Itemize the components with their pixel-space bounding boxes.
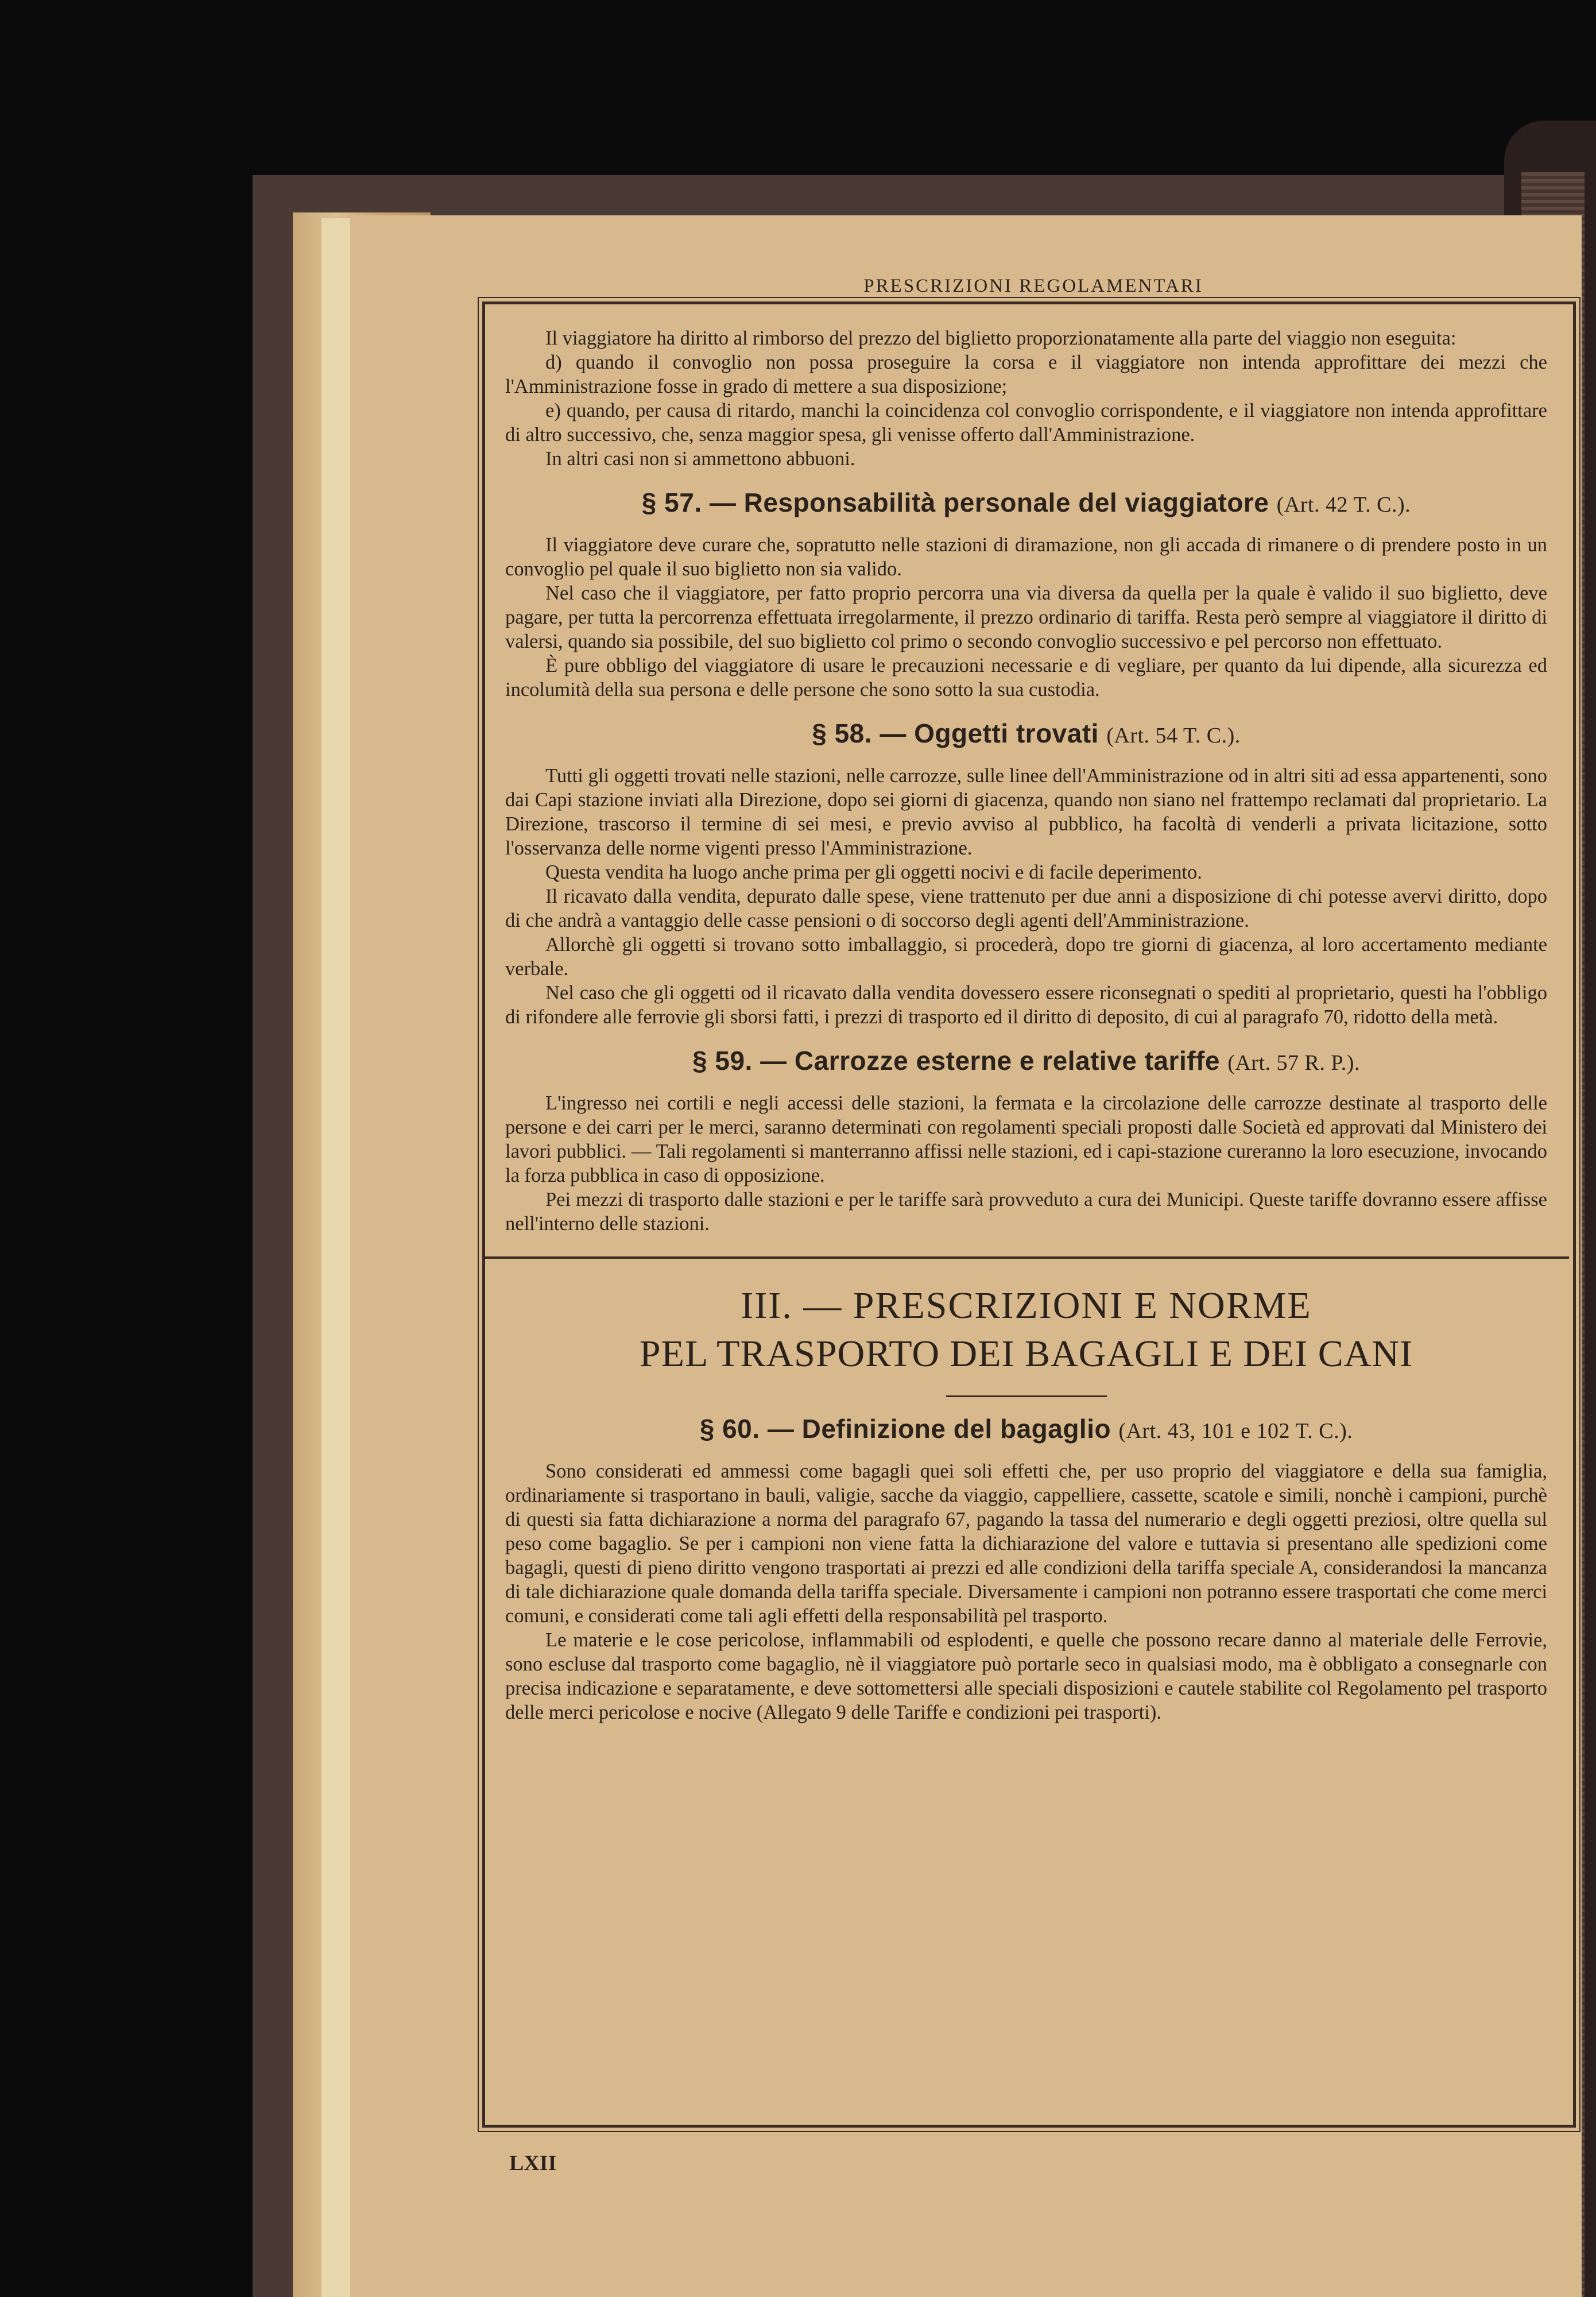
paragraph: Le materie e le cose pericolose, inflammabili od esplodenti, e quelle che possono recare danno al materiale delle Ferrovie, sono escluse dal trasporto come bagaglio, nè il viaggiatore può portarle seco in qualsiasi modo, ma è obbligato a consegnarle con precisa indicazione e separatamente, e deve sottomettersi alle speciali disposizioni e cautele stabilite col Regolamento pel trasporto delle merci pericolose e nocive (Allegato 9 delle Tariffe e condizioni pei trasporti). — [505, 1629, 1547, 1723]
paragraph: d) quando il convoglio non possa proseguire la corsa e il viaggiatore non intenda approfittare dei mezzi che l'Amministrazione fosse in grado di mettere a sua disposizione; — [505, 351, 1547, 397]
section-title: — Definizione del bagaglio — [767, 1414, 1111, 1444]
paragraph: Tutti gli oggetti trovati nelle stazioni, nelle carrozze, sulle linee dell'Amministrazione od in altri siti ad essa appartenenti, sono dai Capi stazione inviati alla Direzione, dopo sei giorni di giacenza, quando non siano nel frattempo reclamati dal proprietario. La Direzione, trascorso il termine di sei mesi, e previo avviso al pubblico, ha facoltà di venderli a privata licitazione, sotto l'osservanza delle norme vigenti presso l'Amministrazione. — [505, 765, 1547, 859]
paragraph: In altri casi non si ammettono abbuoni. — [545, 448, 855, 470]
paragraph: Nel caso che gli oggetti od il ricavato dalla vendita dovessero essere riconsegnati o spediti al proprietario, questi ha l'obbligo di rifondere alle ferrovie gli sborsi fatti, i prezzi di trasporto ed il diritto di deposito, di cui al paragrafo 70, ridotto della metà. — [505, 982, 1547, 1028]
paragraph: e) quando, per causa di ritardo, manchi la coincidenza col convoglio corrispondente, e il viaggiatore non intenda approfittare di altro successivo, che, senza maggior spesa, gli venisse offerto dall'Amministrazione. — [505, 400, 1547, 446]
short-divider — [946, 1395, 1107, 1397]
paragraph: Il viaggiatore ha diritto al rimborso del prezzo del biglietto proporzionatamente alla parte del viaggio non eseguita: — [545, 327, 1456, 349]
section-heading-59 — [505, 1046, 1547, 1076]
page-content — [505, 326, 1547, 1724]
section-reference: (Art. 57 R. P.). — [1227, 1051, 1360, 1075]
paragraph: Nel caso che il viaggiatore, per fatto proprio percorra una via diversa da quella per la quale è valido il suo biglietto, deve pagare, per tutta la percorrenza effettuata irregolarmente, il prezzo ordinario di tariffa. Resta però sempre al viaggiatore il diritto di valersi, quando sia possibile, del suo biglietto col primo o secondo convoglio successivo e pel percorso non effettuato. — [505, 582, 1547, 652]
chapter-title-line1: III. — PRESCRIZIONI E NORME — [741, 1285, 1312, 1327]
paragraph: Sono considerati ed ammessi come bagagli quei soli effetti che, per uso proprio del viaggiatore e della sua famiglia, ordinariamente si trasportano in bauli, valigie, sacche da viaggio, cappelliere, cassette, scatole e simili, nonchè i campioni, purchè di questi sia fatta dichiarazione a norma del paragrafo 67, pagando la tassa del numerario e degli oggetti preziosi, oltre quella sul peso come bagaglio. Se per i campioni non viene fatta la dichiarazione del valore e tuttavia si presentano alle spedizioni come bagagli, questi di pieno diritto vengono trasportati ai prezzi ed alle condizioni della tariffa speciale A, considerandosi la mancanza di tale dichiarazione quale domanda della tariffa speciale. Diversamente i campioni non potranno essere trasportati che come merci comuni, e considerati come tali agli effetti della responsabilità pel trasporto. — [505, 1460, 1547, 1627]
section-title: — Carrozze esterne e relative tariffe — [760, 1046, 1220, 1076]
paragraph: Pei mezzi di trasporto dalle stazioni e per le tariffe sarà provveduto a cura dei Municipi. Queste tariffe dovranno essere affisse nell'interno delle stazioni. — [505, 1189, 1547, 1235]
section-reference: (Art. 42 T. C.). — [1276, 493, 1411, 517]
section-reference: (Art. 43, 101 e 102 T. C.). — [1118, 1419, 1353, 1443]
page-edge-light — [321, 218, 350, 2297]
section-number: § 58. — [812, 718, 873, 748]
paragraph: Questa vendita ha luogo anche prima per gli oggetti nocivi e di facile deperimento. — [545, 861, 1202, 883]
page-number: LXII — [509, 2151, 557, 2175]
running-head: PRESCRIZIONI REGOLAMENTARI — [863, 276, 1203, 296]
paragraph: Allorchè gli oggetti si trovano sotto imballaggio, si procederà, dopo tre giorni di giacenza, al loro accertamento mediante verbale. — [505, 934, 1547, 980]
section-title: — Responsabilità personale del viaggiatore — [709, 488, 1269, 517]
paragraph: È pure obbligo del viaggiatore di usare le precauzioni necessarie e di vegliare, per quanto da lui dipende, alla sicurezza ed incolumità della sua persona e delle persone che sono sotto la sua custodia. — [505, 655, 1547, 701]
paragraph: L'ingresso nei cortili e negli accessi delle stazioni, la fermata e la circolazione delle carrozze destinate al trasporto delle persone e dei carri per le merci, saranno determinati con regolamenti speciali proposti dalle Società ed approvati dal Ministero dei lavori pubblici. — Tali regolamenti si manterranno affissi nelle stazioni, ed i capi-stazione cureranno la loro esecuzione, invocando la forza pubblica in caso di opposizione. — [505, 1092, 1547, 1186]
section-title: — Oggetti trovati — [880, 718, 1099, 748]
section-number: § 57. — [641, 488, 702, 517]
section-heading-60 — [505, 1414, 1547, 1444]
horizontal-rule — [483, 1256, 1569, 1259]
paragraph: Il ricavato dalla vendita, depurato dalle spese, viene trattenuto per due anni a disposizione di chi potesse avervi diritto, dopo di che andrà a vantaggio delle casse pensioni o di soccorso degli agenti dell'Amministrazione. — [505, 885, 1547, 931]
chapter-title-line2: PEL TRASPORTO DEI BAGAGLI E DEI CANI — [639, 1333, 1413, 1375]
section-reference: (Art. 54 T. C.). — [1106, 724, 1241, 748]
section-heading-58 — [505, 718, 1547, 748]
section-number: § 59. — [692, 1046, 753, 1076]
section-number: § 60. — [699, 1414, 760, 1444]
section-heading-57 — [505, 490, 1547, 517]
paragraph: Il viaggiatore deve curare che, sopratutto nelle stazioni di diramazione, non gli accada di rimanere o di prendere posto in un convoglio pel quale il suo biglietto non sia valido. — [505, 534, 1547, 580]
